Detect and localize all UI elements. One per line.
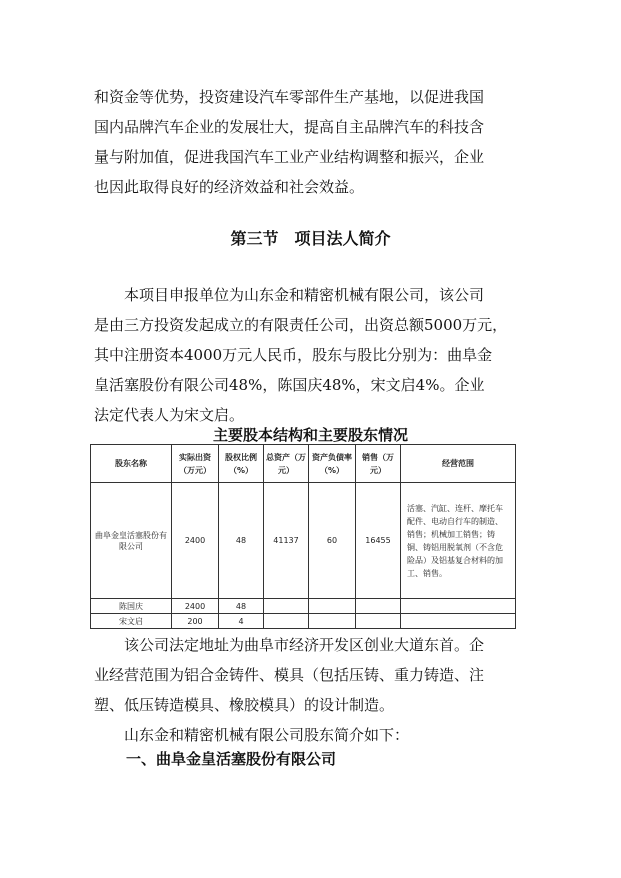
cell-assets: 41137 [264, 483, 309, 599]
cell-name: 宋文启 [91, 614, 172, 629]
intro-paragraph [94, 82, 546, 202]
text-line: 是由三方投资发起成立的有限责任公司，出资总额5000万元， [94, 316, 508, 334]
table-row [91, 599, 516, 614]
text-line: 本项目申报单位为山东金和精密机械有限公司，该公司 [124, 286, 485, 304]
table-row [91, 614, 516, 629]
header-ratio: 股权比例（%） [219, 445, 264, 483]
cell-name: 陈国庆 [91, 599, 172, 614]
subheading: 一、曲阜金皇活塞股份有限公司 [126, 750, 337, 768]
cell-scope: 活塞、汽缸、连杆、摩托车配件、电动自行车的制造、销售；机械加工销售；铸铜、铸铝用脱氧剂（不含危险品）及铝基复合材料的加工、销售。 [401, 483, 516, 599]
cell-debt [309, 599, 356, 614]
project-paragraph [94, 280, 546, 430]
header-sales: 销售（万元） [356, 445, 401, 483]
cell-capital: 2400 [172, 483, 219, 599]
section-title: 第三节 项目法人简介 [230, 229, 391, 248]
header-assets: 总资产（万元） [264, 445, 309, 483]
cell-capital: 200 [172, 614, 219, 629]
cell-capital: 2400 [172, 599, 219, 614]
cell-sales [356, 614, 401, 629]
text-line: 法定代表人为宋文启。 [94, 406, 245, 424]
cell-ratio: 48 [219, 599, 264, 614]
cell-sales: 16455 [356, 483, 401, 599]
cell-assets [264, 599, 309, 614]
text-line: 塑、低压铸造模具、橡胶模具）的设计制造。 [94, 696, 395, 714]
cell-name: 曲阜金皇活塞股份有限公司 [91, 483, 172, 599]
cell-sales [356, 599, 401, 614]
text-line: 山东金和精密机械有限公司股东简介如下： [124, 726, 410, 744]
cell-scope [401, 614, 516, 629]
text-line: 其中注册资本4000万元人民币，股东与股比分别为：曲阜金 [94, 346, 493, 364]
table-row [91, 483, 516, 599]
header-debt: 资产负债率（%） [309, 445, 356, 483]
header-scope: 经营范围 [401, 445, 516, 483]
text-line: 和资金等优势，投资建设汽车零部件生产基地，以促进我国 [94, 88, 485, 106]
cell-ratio: 4 [219, 614, 264, 629]
text-line: 也因此取得良好的经济效益和社会效益。 [94, 178, 365, 196]
text-line: 该公司法定地址为曲阜市经济开发区创业大道东首。企 [124, 636, 485, 654]
address-paragraph [94, 630, 546, 750]
header-capital: 实际出资（万元） [172, 445, 219, 483]
cell-debt: 60 [309, 483, 356, 599]
text-line: 国内品牌汽车企业的发展壮大，提高自主品牌汽车的科技含 [94, 118, 485, 136]
header-name: 股东名称 [91, 445, 172, 483]
cell-scope [401, 599, 516, 614]
shareholder-table [90, 444, 516, 629]
cell-assets [264, 614, 309, 629]
table-title: 主要股本结构和主要股东情况 [212, 426, 408, 444]
table-header-row [91, 445, 516, 483]
text-line: 业经营范围为铝合金铸件、模具（包括压铸、重力铸造、注 [94, 666, 485, 684]
cell-ratio: 48 [219, 483, 264, 599]
text-line: 皇活塞股份有限公司48%，陈国庆48%，宋文启4%。企业 [94, 376, 485, 394]
text-line: 量与附加值，促进我国汽车工业产业结构调整和振兴，企业 [94, 148, 485, 166]
cell-debt [309, 614, 356, 629]
